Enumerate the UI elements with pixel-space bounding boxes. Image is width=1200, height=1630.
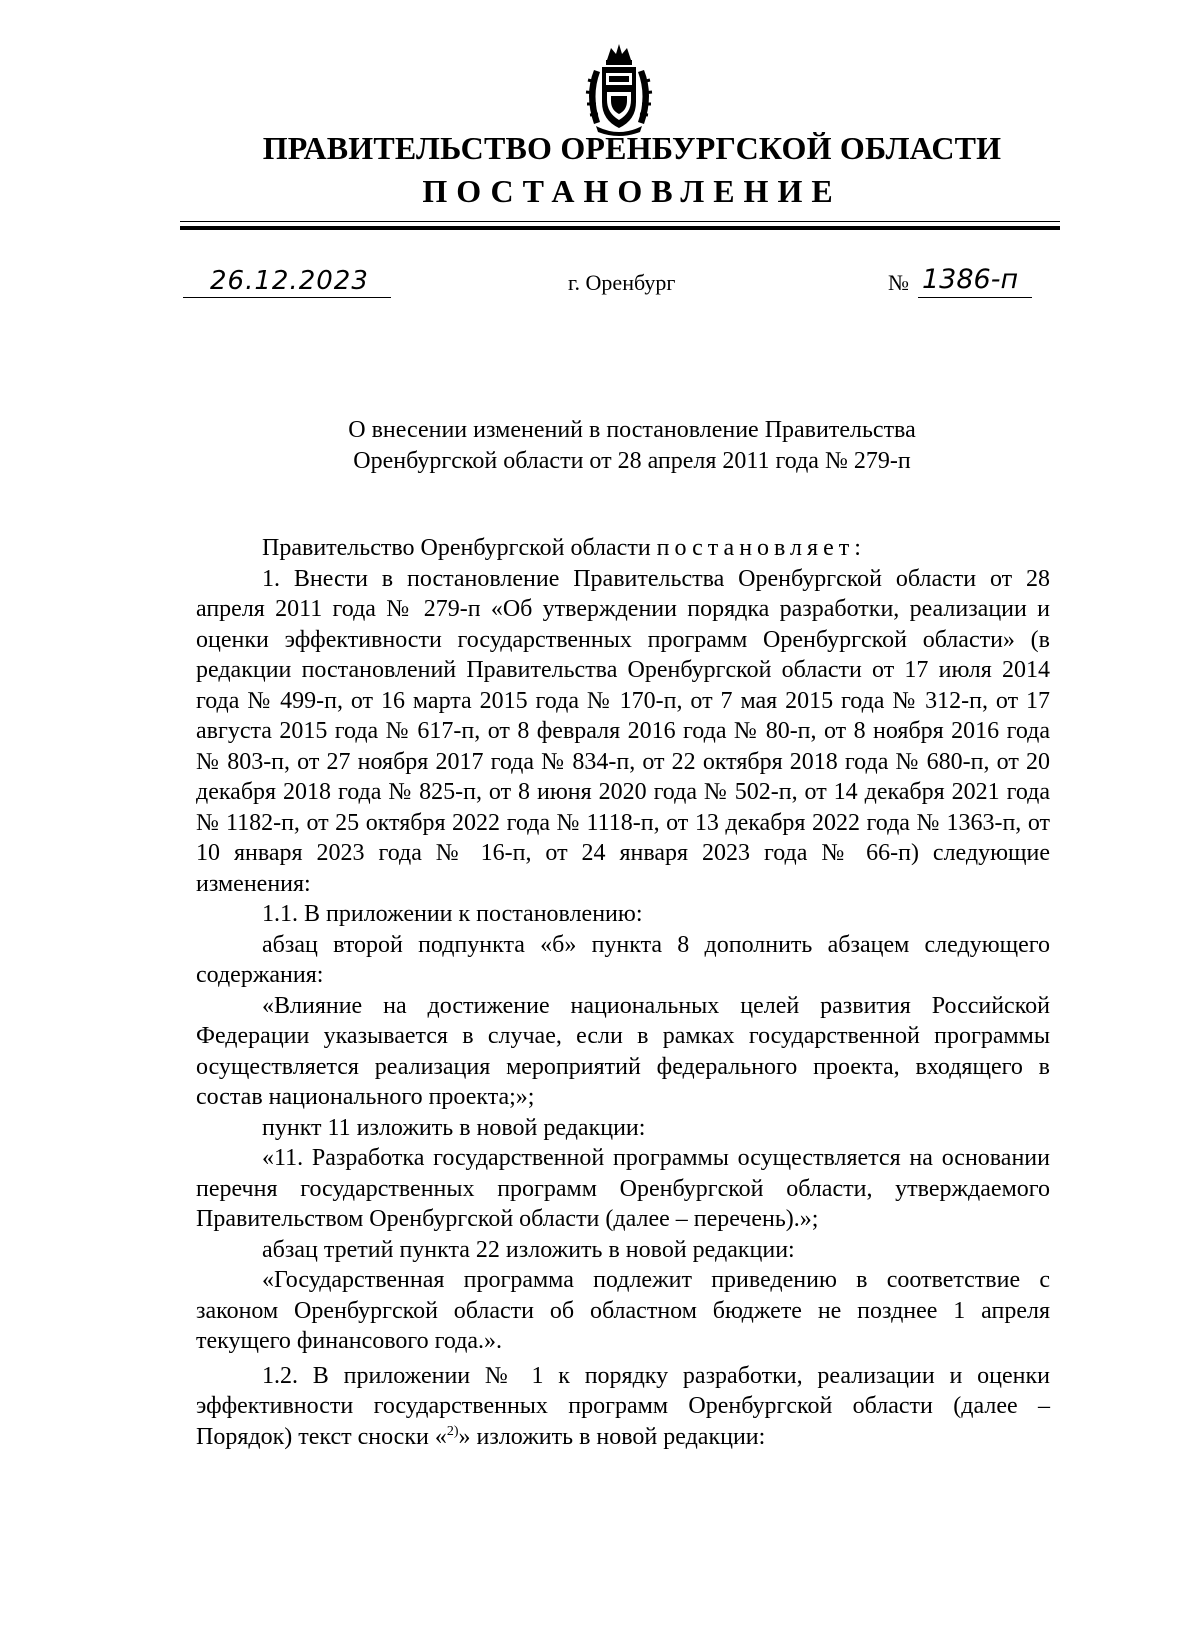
number-underline xyxy=(918,297,1032,298)
date-underline xyxy=(183,297,391,298)
paragraph-quote-1: «Влияние на достижение национальных целей развития Российской Федерации указывается в случае, если в рамках государственной программы осуществляется реализация мероприятий федерального проекта, входящего в состав национального проекта;»; xyxy=(196,992,1050,1110)
subject-line-1: О внесении изменений в постановление Правительства xyxy=(348,417,916,443)
document-number: 1386-п xyxy=(922,264,1019,295)
document-type-title: ПОСТАНОВЛЕНИЕ xyxy=(422,173,842,209)
number-sign: № xyxy=(888,270,909,295)
paragraph-1-1: 1.1. В приложении к постановлению: xyxy=(262,901,643,927)
paragraph-1-2 xyxy=(196,1361,1050,1453)
subject-line-2: Оренбургской области от 28 апреля 2011 года № 279-п xyxy=(353,448,911,474)
p1-2-text-after: » изложить в новой редакции: xyxy=(458,1423,766,1450)
header-divider-thick xyxy=(180,226,1060,230)
paragraph-1: 1. Внести в постановление Правительства Оренбургской области от 28 апреля 2011 года № 279-п «Об утверждении порядка разработки, реализации и оценки эффективности государственных программ Оренбургской области» (в редакции постановлений Правительства Оренбургской области от 17 июля 2014 года № 499-п, от 16 марта 2015 года № 170-п, от 7 мая 2015 года № 312-п, от 17 августа 2015 года № 617-п, от 8 февраля 2016 года № 80-п, от 8 ноября 2016 года № 803-п, от 27 ноября 2017 года № 834-п, от 22 октября 2018 года № 680-п, от 20 декабря 2018 года № 825-п, от 8 июня 2020 года № 502-п, от 14 декабря 2021 года № 1182-п, от 25 октября 2022 года № 1118-п, от 13 декабря 2022 года № 1363-п, от 10 января 2023 года № 16-п, от 24 января 2023 года № 66-п) следующие изменения: xyxy=(196,565,1050,897)
header-divider-thin xyxy=(180,221,1060,222)
document-subject xyxy=(0,415,1200,477)
document-body xyxy=(196,533,1050,1452)
p1-2-text-before: 1.2. В приложении № 1 к порядку разработки, реализации и оценки эффективности государственных программ Оренбургской области (далее – Порядок) текст сноски « xyxy=(196,1362,1050,1450)
paragraph-abzac-2: абзац второй подпункта «б» пункта 8 дополнить абзацем следующего содержания: xyxy=(196,931,1050,988)
intro-paragraph xyxy=(196,533,1050,564)
intro-verb: постановляет: xyxy=(656,535,866,561)
coat-of-arms-icon xyxy=(580,40,658,138)
organization-title: ПРАВИТЕЛЬСТВО ОРЕНБУРГСКОЙ ОБЛАСТИ xyxy=(262,130,1002,166)
intro-prefix: Правительство Оренбургской области xyxy=(262,535,651,561)
document-date: 26.12.2023 xyxy=(210,266,369,296)
paragraph-quote-2: «11. Разработка государственной программы осуществляется на основании перечня государственных программ Оренбургской области, утверждаемого Правительством Оренбургской области (далее – перечень).»; xyxy=(196,1145,1050,1232)
paragraph-quote-3: «Государственная программа подлежит приведению в соответствие с законом Оренбургской области об областном бюджете не позднее 1 апреля текущего финансового года.». xyxy=(196,1267,1050,1354)
document-city: г. Оренбург xyxy=(568,270,676,295)
paragraph-punkt-11: пункт 11 изложить в новой редакции: xyxy=(262,1114,646,1141)
footnote-marker: 2) xyxy=(446,1423,459,1439)
paragraph-abzac-3: абзац третий пункта 22 изложить в новой редакции: xyxy=(262,1236,795,1263)
